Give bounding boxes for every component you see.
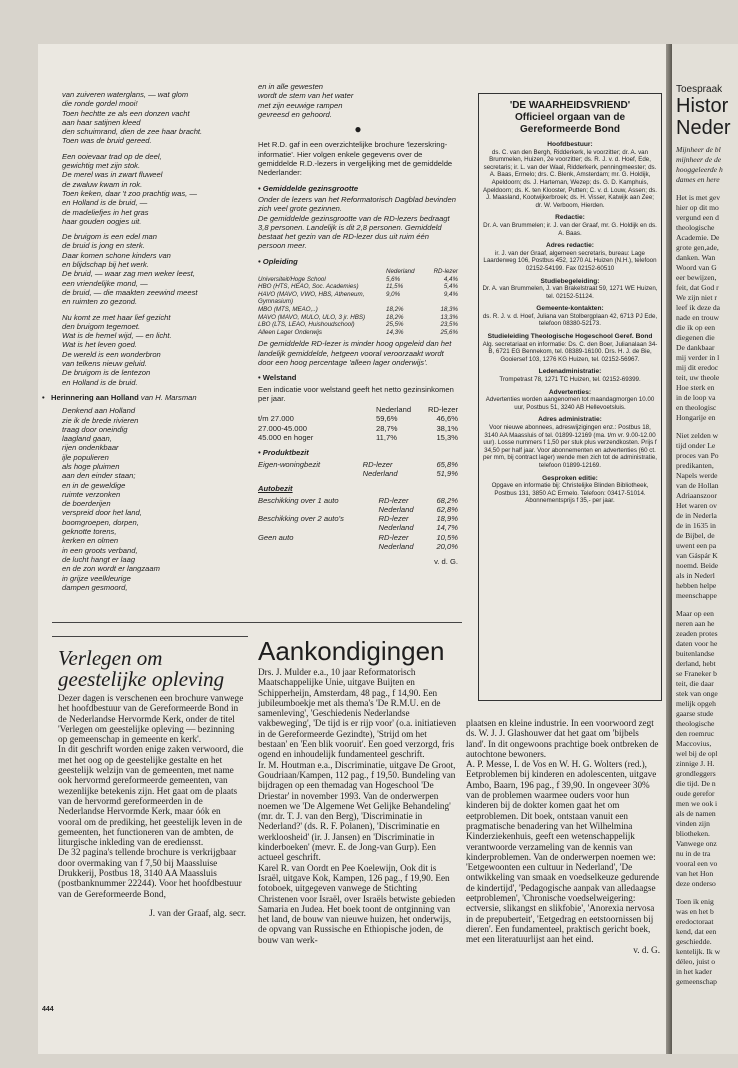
block-heading: Studieleiding Theologische Hogeschool Geref. Bond: [487, 333, 653, 341]
block-text: Trompetrast 78, 1271 TC Huizen, tel. 02152-69399.: [499, 376, 641, 384]
separator-dot: ●: [354, 122, 362, 137]
article-paragraph: In dit geschrift worden enige zaken verwoord, die met het oog op de geestelijke gestalte en het geestelijk welzijn van de gemeenten, met name ook hervormd gereformeerde gemeenten, van wezenlijke betekenis zijn. Het gaat om de plaats van de hervormd gereformeerden in de Nederlandse Hervormde Kerk, maar óók en vooral om de prediking, het geestelijk leven in de gemeenten, het functioneren van de ambten, de liturgische inkleding van de erediensst.: [58, 745, 244, 849]
table-row: [258, 523, 458, 532]
table-cell: LBO (LTS, LEAO, Huishoudschool): [258, 321, 355, 329]
block-text: ir. J. van der Graaf, algemeen secretaris, bureau: Lage Laarderweg 106, Postbus 452, 1270 AL Huizen (N.H.), telefoon 02152-54199. Fax 02152-60510: [483, 249, 657, 272]
article-title: Aankondigingen: [258, 636, 445, 666]
next-page-title-line: Neder: [676, 117, 731, 139]
table-cell: 11,5%: [386, 283, 404, 291]
table-cell: 25,6%: [440, 328, 458, 336]
table-row: [258, 306, 458, 314]
block-heading: Gesproken editie:: [542, 474, 598, 482]
article-verlegen: [58, 648, 246, 919]
table-header: [258, 268, 458, 276]
table-cell: 65,8%: [436, 459, 458, 469]
divider-line: [52, 636, 248, 637]
table-cell: 18,2%: [386, 306, 404, 314]
poem-heading: • Herinnering aan Holland van H. Marsman: [42, 392, 197, 402]
section-title: Welstand: [262, 373, 297, 383]
section-title: Produktbezit: [262, 448, 309, 458]
table-cell: 38,1%: [436, 423, 458, 433]
article-paragraph: plaatsen en kleine industrie. In een voorwoord zegt ds. W. J. J. Glashouwer dat het gaat om 'bijbels land'. In dit ongewoons prachtige boek ontbreken de autochtone bewoners.: [466, 718, 659, 759]
masthead-title: [483, 100, 657, 136]
table-cell: 4,4%: [443, 275, 458, 283]
table-cell: 10,5%: [436, 532, 458, 542]
article-paragraph: A. P. Messe, I. de Vos en W. H. G. Wolters (red.), Eetproblemen bij kinderen en adolescenten, uitgave Ambo, Baarn, 196 pag., f 39,90. In ongeveer 30% van de problemen waarmee ouders voor hun kinderen bij de dokter komen gaat het om eetproblemen. Dit boek, ontstaan vanuit een pragmatische benadering van het Wilhelmina Kinderziekenhuis, geeft een wetenschappelijk verantwoorde verzameling van de kennis van kinderproblemen. Van de onderwerpen noemen we: 'Eetgewoonten een cultuur in Nederland', 'De ontwikkeling van smaak en voedselkeuze gedurende de kindertijd', 'Pedagogische aanpak van alledaagse eetproblemen', 'Chronische voedselweigering: ectversie, slikangst en slikfobie', 'Anorexia nervosa in de prepuberteit', 'Eetgedrag en eetstoornissen bij dieren'. Een fundamenteel, praktisch gericht boek, met een literatuurlijst aan het eind.: [466, 759, 660, 945]
table-cell: [258, 523, 379, 532]
section-heading: • Opleiding: [258, 256, 298, 266]
table-cell: RD-lezer: [428, 405, 458, 415]
block-text: Voor nieuwe abonnees, adreswijzigingen enz.: Postbus 18, 3140 AA Maassluis of tel. 01899-12169 (ma. t/m vr. 9.00-12.00 uur). Losse nummers f 1,50 per stuk plus verzendkosten. Prijs f 34,50 per half jaar. Voor abonnementen en advertenties (60 ct. per mm, bij contract lager) wende men zich tot de administratie, telefoon 01899-12169.: [482, 424, 657, 469]
table-cell: [258, 505, 379, 514]
author-initials: v. d. G.: [434, 557, 458, 567]
block-text: Dr. A. van Brummelen; ir. J. van der Graaf, mr. G. Holdijk en ds. A. Baas.: [483, 221, 657, 237]
poem-stanza: De bruigom is een edel man de bruid is jong en sterk. Daar komen schone kinders van en blijdschap bij het werk. De bruid, — waar zag men weker leest, een vriendelijke mond, — de bruid, — die maakten zeewind meest en ruimten zo gezond.: [62, 232, 198, 307]
table-header: [258, 405, 458, 414]
table-cell: 45.000 en hoger: [258, 433, 314, 443]
income-table: [258, 405, 458, 442]
product-table: [258, 460, 458, 479]
table-cell: [258, 542, 379, 551]
block-text: Dr. A. van Brummelen, J. van Brakelstraat 59, 1271 WE Huizen, tel. 02152-51124.: [482, 285, 658, 300]
masthead-block: [482, 416, 658, 469]
table-row: [258, 542, 458, 551]
table-cell: [258, 405, 376, 414]
table-cell: MAVO (MAVO, MULO, ULO, 3 jr. HBS): [258, 313, 366, 321]
table-row: [258, 321, 458, 329]
table-row: [258, 460, 458, 469]
section-heading: [258, 484, 458, 493]
poem-stanza: Nu komt ze met haar lief gezicht den bruigom tegemoet. Wat is de hemel wijd, — en licht. Wat is het leven goed. De wereld is een wonderbron van telkens nieuw geluid. De bruigom is de lentezon en Holland is de bruid.: [62, 312, 172, 387]
page-number: 444: [42, 1006, 54, 1013]
table-row: [258, 533, 458, 542]
next-page-lead: Mijnheer de bl mijnheer de de hooggeleerde h dames en here: [676, 145, 723, 184]
table-cell: 51,9%: [436, 468, 458, 478]
section-heading: • Produktbezit: [258, 448, 309, 458]
table-cell: 59,6%: [376, 414, 398, 424]
table-cell: 25,5%: [386, 321, 404, 329]
article-title: Verlegen om geestelijke opleving: [58, 646, 225, 691]
table-cell: 18,9%: [436, 514, 458, 524]
table-row: [258, 433, 458, 442]
table-cell: [258, 268, 386, 276]
table-cell: Nederland: [378, 542, 414, 552]
article-aankondigingen-continued: [466, 718, 660, 955]
table-cell: HAVO (MAVO, VWO, HBS, Atheneum, Gymnasium): [258, 290, 365, 306]
article-signature: J. van der Graaf, alg. secr.: [149, 908, 246, 919]
masthead-block: [482, 333, 658, 363]
poem-heading-title: Herinnering aan Holland: [51, 392, 139, 402]
table-cell: [258, 469, 363, 478]
table-cell: Nederland: [378, 504, 414, 514]
table-row: [258, 314, 458, 322]
next-page-text: Het is met gev hier op dit mo vergund een d theologische Academie. De grote gen,ade, danken. Wan Woord van G eer bewijzen, feit, dat God r We zijn niet r leef ik deze da nade en trouw die ik op een diegenen die De dankbaar mij verder in l mij dit eredoc teit, uw theole Hoe sterk en in de loop va en theologisc Hongarije en: [676, 193, 721, 422]
next-page-title-line: Histor: [676, 95, 729, 117]
table-cell: 18,3%: [440, 306, 458, 314]
block-heading: Studiebegeleiding:: [540, 277, 600, 285]
block-text: ds. C. van den Bergh, Ridderkerk, le voorzitter; dr. A. van Brummelen, Huizen, 2e voorzitter; ds. R. J. v. d. Hoef, Ede, secretaris; ir. L. van der Waal, Ridderkerk, penningmeester; ds. A. Baas, Ermelo; drs. C. Blenk, Amsterdam; mr. G. Holdijk, Apeldoorn; ds. J. Harteman, Wezep; ds. G. D. Kamphuis, Apeldoorn; ds. K. ten Klooster, Putten; C. v. d. Louw, Assen; ds. J. Maasland, Kootwijkerbroek; ds. H. Visser, Katwijk aan Zee; dr. W. Verboom, Hierden.: [483, 148, 657, 209]
table-row: [258, 291, 458, 306]
table-cell: 62,8%: [436, 504, 458, 514]
table-cell: Beschikking over 1 auto: [258, 495, 339, 505]
rd-column: [258, 82, 458, 567]
table-row: [258, 329, 458, 337]
poem-author: van H. Marsman: [140, 392, 197, 402]
masthead-block: [482, 475, 658, 505]
table-cell: 14,7%: [436, 523, 458, 533]
table-row: [258, 514, 458, 523]
poem-stanza: van zuiveren waterglans, — wat glom die ronde gordel mooi! Toen hechtte ze als een donzen vacht aan haar satijnen kleed den schuimrand, dien de zee haar bracht. Toen was de bruid gereed.: [62, 90, 203, 146]
poem-ending: en in alle gewesten wordt de stem van het water met zijn eeuwige rampen gevreesd en gehoord.: [258, 82, 354, 119]
table-cell: Beschikking over 2 auto's: [258, 514, 344, 524]
block-heading: Ledenadministratie:: [538, 368, 602, 376]
table-row: [258, 424, 458, 433]
table-cell: 20,0%: [436, 542, 458, 552]
table-cell: RD-lezer: [378, 514, 409, 524]
table-cell: 11,7%: [376, 433, 397, 443]
poem-stanza: Een ooievaar trad op de deel, gewichtig met zijn stok. De merel was in zwart fluweel de zwaluw kwam in rok. Toen keken, daar 't zoo prachtig was, — en Holland is de bruid, — de madeliefjes in het gras haar gouden oogjes uit.: [62, 151, 197, 226]
masthead-block: [482, 141, 658, 209]
masthead-title-line: 'DE WAARHEIDSVRIEND': [509, 100, 631, 111]
next-page-edge: [672, 44, 738, 1054]
table-cell: 23,5%: [440, 321, 458, 329]
divider-line: [52, 622, 462, 623]
table-cell: 9,4%: [443, 290, 458, 298]
section-heading: • Gemiddelde gezinsgrootte: [258, 183, 359, 193]
table-cell: 68,2%: [436, 495, 458, 505]
article-paragraph: Drs. J. Mulder e.a., 10 jaar Reformatorisch Maatschappelijke Unie, uitgave Buijten en Schipperheijn, Amsterdam, 48 pag., f 14,90. Een jubileumboekje met als thema's 'De R.M.U. en de samenleving', 'Geschiedenis Nederlandse vakbeweging', 'De tijd is er rijp voor' (o.a. initiatieven in de Gereformeerde Gezindte), 'Strijd om het bestaan' en 'Een blik vooruit'. Een goed verzorgd, fris ogend en inhoudelijk fundamenteel geschrift.: [258, 667, 457, 760]
rd-education-text: De gemiddelde RD-lezer is minder hoog opgeleid dan het landelijk gemiddelde, hetgeen vooral veroorzaakt wordt door een hoog percentage 'alleen lager onderwijs'.: [258, 339, 452, 367]
table-cell: 14,3%: [386, 328, 404, 336]
table-cell: Universiteit/Hoge School: [258, 275, 326, 283]
table-row: [258, 469, 458, 478]
table-cell: RD-lezer: [362, 459, 393, 469]
article-paragraph: Dezer dagen is verschenen een brochure vanwege het hoofdbestuur van de Gereformeerde Bond in de Nederlandse Hervormde Kerk, onder de titel 'Verlegen om geestelijke opleving — bezinning op gemeenschap in gemeente en kerk'.: [58, 694, 244, 746]
block-heading: Advertenties:: [548, 388, 592, 396]
table-cell: Nederland: [378, 523, 414, 533]
block-heading: Redactie:: [555, 214, 585, 222]
table-cell: Nederland: [362, 468, 398, 478]
block-text: Advertenties worden aangenomen tot maandagmorgen 10.00 uur, Postbus 51, 3240 AB Hellevoetsluis.: [485, 396, 655, 411]
next-page-kicker: Toespraak: [676, 84, 723, 95]
masthead-block: [482, 368, 658, 383]
table-row: [258, 276, 458, 284]
next-page-text: Toen ik enig was en het b eredoctoraat kend, dat een geschiedde. kentelijk. Ik w déleo, juist o in het kader gemeenschap: [676, 897, 721, 986]
masthead-block: [482, 214, 658, 237]
table-cell: 5,6%: [386, 275, 401, 283]
next-page-text: Maar op een neren aan he zeaden protes daten voor he buitenlandse derland, hebt se Franeker b teit, die daar stek van onge melijk opgeh gaarse stude theologische den roemruc Maccovius, wel bij de opl zinnige J. H. grondleggers die tijd. De n oude gerefor men we ook i als de namen vinden zijn bliotheken. Vanwege onz nu in de tra vooral een vo van het Hon deze onderso: [676, 609, 718, 888]
rd-income-text: Een indicatie voor welstand geeft het netto gezinsinkomen per jaar.: [258, 384, 454, 403]
poem-body: Denkend aan Holland zie ik de brede rivieren traag door oneindig laagland gaan, rijen ondenkbaar ijle populieren als hoge pluimen aan den einder staan; en in de geweldige ruimte verzonken de boerderijen verspreid door het land, boomgroepen, dorpen, geknotte torens, kerken en olmen in een groots verband, de lucht hangt er laag en de zon wordt er langzaam in grijze veelkleurige dampen gesmoord,: [62, 406, 160, 592]
section-title: Opleiding: [262, 256, 298, 266]
table-cell: Nederland: [386, 268, 415, 276]
table-cell: 28,7%: [376, 423, 398, 433]
masthead-block: [482, 389, 658, 412]
table-cell: 46,6%: [436, 414, 458, 424]
article-aankondigingen: [258, 638, 458, 945]
block-heading: Adres redactie:: [545, 242, 594, 250]
masthead-block: [482, 278, 658, 301]
masthead-block: [482, 305, 658, 328]
table-row: [258, 414, 458, 423]
article-paragraph: Karel R. van Oordt en Pee Koelewijn, Ook dit is Israël, uitgave Kok, Kampen, 126 pag., f 19,90. Een fotoboek, uitgegeven vanwege de Stichting Christenen voor Israël, over Israëls betwiste gebieden Samaria en Judea. Het boek toont de ontginning van het land, de bouw van nieuwe huizen, het onderwijs, de opvang van Russische en Ethiopische joden, de bouw van werk-: [258, 862, 456, 945]
table-cell: Geen auto: [258, 532, 294, 542]
table-cell: 13,3%: [440, 313, 458, 321]
education-rows: [258, 276, 458, 337]
table-cell: 15,3%: [436, 433, 458, 443]
block-text: Alg. secretariaat en informatie: Ds. C. den Boer, Julianalaan 34-B, 6721 EG Bennekom, tel. 08389-16100. Drs. H. J. de Bie, Gooiersef 103, 1276 KG Huizen, tel. 02152-56967.: [482, 340, 658, 363]
block-text: Opgave en informatie bij: Christelijke Blinden Bibliotheek, Postbus 131, 3850 AC Ermelo. Telefoon: 03417-51014. Abonnementsprijs f 35,- per jaar.: [491, 482, 649, 505]
education-table: [258, 268, 458, 336]
table-cell: MBO (MTS, MEAO,..): [258, 306, 318, 314]
table-cell: Alleen Lager Onderwijs: [258, 328, 322, 336]
block-heading: Gemeente-kontakten:: [536, 305, 604, 313]
article-paragraph: Ir. M. Houtman e.a., Discriminatie, uitgave De Groot, Goudriaan/Kampen, 112 pag., f 19,50. Bundeling van bijdragen op een themadag van Hogeschool 'De Driestar' in november 1993. Van de onderwerpen noemen we 'De Algemene Wet Gelijke Behandeling' (mr. dr. T. J. van den Berg), 'Discriminatie in Nederland?' (ds. R. F. Polanen), 'Discriminatie en werkloosheid' (ir. J. Jansen) en 'Discriminatie in kinderboeken' (mevr. E. de Jong-van Gurp). Een actueel geschrift.: [258, 759, 456, 863]
article-paragraph: De 32 pagina's tellende brochure is verkrijgbaar door overmaking van f 7,50 bij Maassluise Drukkerij, Postbus 18, 3140 AA Maassluis (postbanknummer 22244). Voor het hoofdbestuur van de Gereformeerde Bond,: [58, 848, 242, 900]
table-row: [258, 505, 458, 514]
block-heading: Hoofdbestuur:: [547, 141, 593, 148]
table-cell: 18,2%: [386, 313, 404, 321]
table-cell: 5,4%: [443, 283, 458, 291]
table-cell: HBO (HTS, HEAO, Soc. Academies): [258, 283, 359, 291]
table-cell: t/m 27.000: [258, 414, 294, 424]
table-cell: Eigen-woningbezit: [258, 459, 321, 469]
poem-column-left: [42, 90, 252, 598]
masthead-subtitle: Officieel orgaan van de Gereformeerde Bond: [514, 112, 626, 135]
table-cell: RD-lezer: [378, 532, 409, 542]
section-title: Autobezit: [258, 484, 293, 494]
next-page-text: Niet zelden w tijd onder Le proces van Po predikanten, Napels werde van de Hollan Adriaanszoor Het waren ov de in Nederla de in 1635 in de Bijbel, de uwent een pa van Gáspár K noemd. Beide als in Nederl hebben helpe meenschappe: [676, 431, 719, 600]
rd-intro: Het R.D. gaf in een overzichtelijke brochure 'lezerskring-informatie'. Hier volgen enkele gegevens over de gemiddelde R.D.-lezers in vergelijking met de gemiddelde Nederlander:: [258, 140, 453, 178]
rd-household-text: Onder de lezers van het Reformatorisch Dagblad bevinden zich veel grote gezinnen. De gemiddelde gezinsgrootte van de RD-lezers bedraagt 3,8 personen. Landelijk is dit 2,8 personen. Gemiddeld bestaat het gezin van de RD-lezer dus uit ruim één persoon meer.: [258, 194, 456, 251]
table-cell: RD-lezer: [433, 268, 458, 276]
article-signature: v. d. G.: [633, 944, 660, 955]
masthead-box: [478, 93, 662, 701]
table-row: [258, 283, 458, 291]
table-cell: 27.000-45.000: [258, 423, 307, 433]
block-text: ds. R. J. v. d. Hoef, Juliana van Stolbergplaan 42, 6713 PJ Ede, telefoon 08380-52173.: [482, 312, 658, 328]
next-page-title: [676, 95, 738, 139]
table-row: [258, 496, 458, 505]
section-heading: • Welstand: [258, 373, 297, 383]
section-title: Gemiddelde gezinsgrootte: [262, 183, 359, 193]
table-cell: Nederland: [376, 405, 412, 415]
block-heading: Adres administratie:: [538, 416, 602, 424]
table-cell: RD-lezer: [378, 495, 409, 505]
table-cell: 9,0%: [386, 290, 401, 298]
income-rows: [258, 414, 458, 442]
car-table: [258, 496, 458, 552]
masthead-block: [482, 242, 658, 272]
